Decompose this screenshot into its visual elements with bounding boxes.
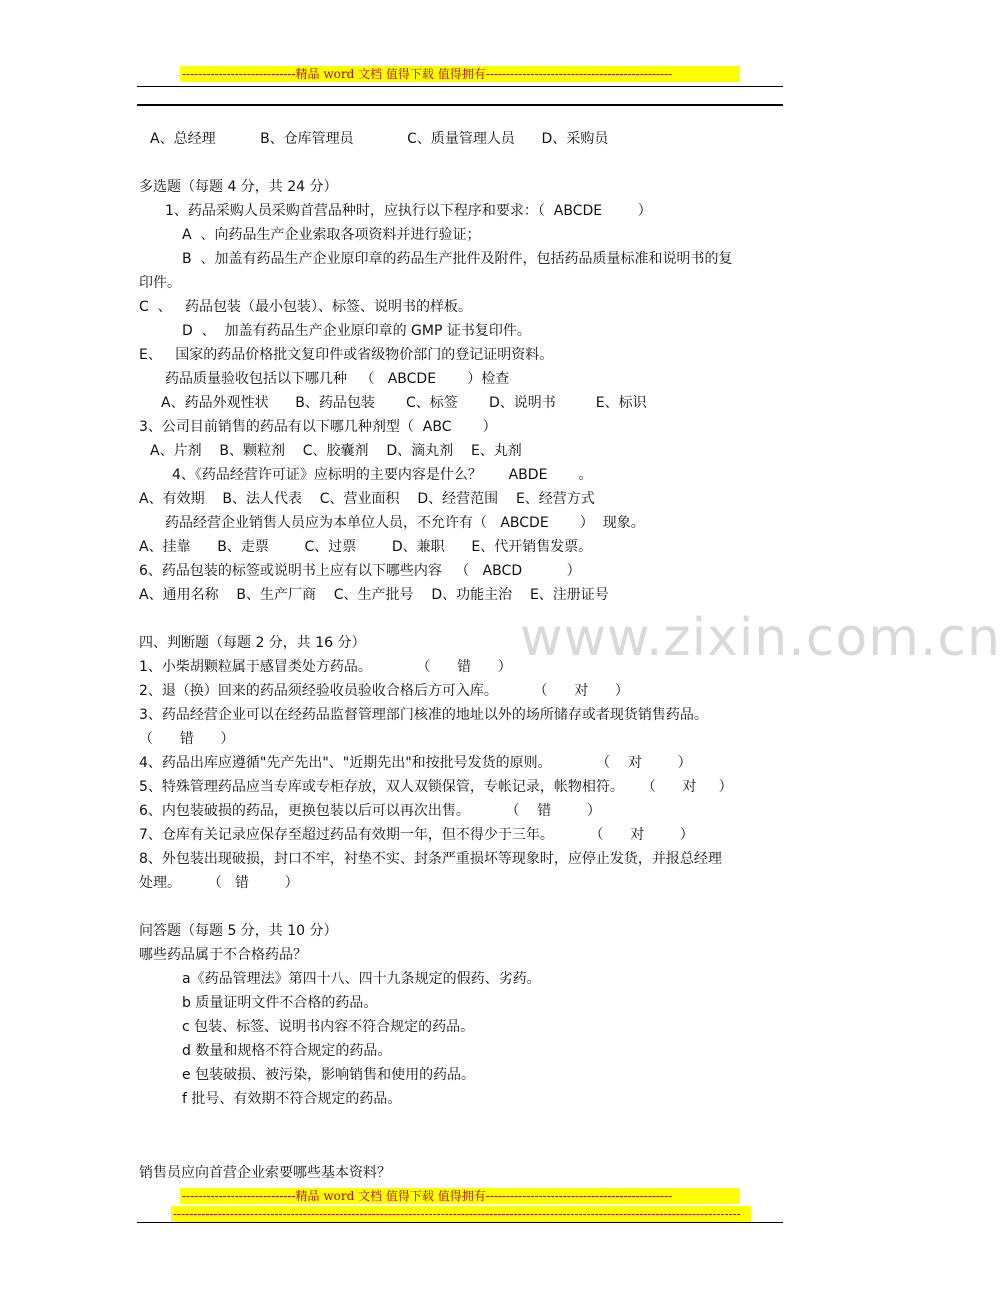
- option-line: C 、 药品包装（最小包装）、标签、说明书的样板。: [139, 299, 473, 315]
- question-line: 药品质量验收包括以下哪几种 （ ABCDE ）检查: [165, 371, 510, 387]
- section-heading-true-false: 四、判断题（每题 2 分，共 16 分）: [139, 635, 366, 651]
- option-line-continued: 印件。: [139, 275, 181, 291]
- option-line: B 、加盖有药品生产企业原印章的药品生产批件及附件，包括药品质量标准和说明书的复: [182, 251, 733, 267]
- qa-answer-item: b 质量证明文件不合格的药品。: [182, 995, 378, 1011]
- qa-question: 哪些药品属于不合格药品？: [139, 947, 307, 963]
- footer-banner: ----------------------------精品 word 文档 值得下载 值得拥有----------------------------------------------: [180, 1188, 740, 1204]
- footer-rule: [137, 1222, 783, 1223]
- option-line: A、通用名称 B、生产厂商 C、生产批号 D、功能主治 E、注册证号: [139, 587, 609, 603]
- question-line: 6、药品包装的标签或说明书上应有以下哪些内容 （ ABCD ）: [139, 563, 581, 579]
- question-line: 4、《药品经营许可证》应标明的主要内容是什么？ ABDE 。: [172, 467, 593, 483]
- qa-answer-item: c 包装、标签、说明书内容不符合规定的药品。: [182, 1019, 475, 1035]
- header-rule-thick: [137, 104, 783, 106]
- option-line: A、片剂 B、颗粒剂 C、胶囊剂 D、滴丸剂 E、丸剂: [150, 443, 522, 459]
- qa-answer-item: d 数量和规格不符合规定的药品。: [182, 1043, 392, 1059]
- section-heading-qa: 问答题（每题 5 分，共 10 分）: [139, 923, 338, 939]
- judgement-line: 1、小柴胡颗粒属于感冒类处方药品。 （ 错 ）: [139, 659, 512, 675]
- judgement-answer: （ 错 ）: [139, 731, 235, 747]
- option-line: E、 国家的药品价格批文复印件或省级物价部门的登记证明资料。: [139, 347, 554, 363]
- option-line: A、挂靠 B、走票 C、过票 D、兼职 E、代开销售发票。: [139, 539, 593, 555]
- option-line: A、有效期 B、法人代表 C、营业面积 D、经营范围 E、经营方式: [139, 491, 595, 507]
- option-line: A、总经理 B、仓库管理员 C、质量管理人员 D、采购员: [150, 131, 609, 147]
- option-line: A 、向药品生产企业索取各项资料并进行验证；: [182, 227, 481, 243]
- header-banner: ----------------------------精品 word 文档 值得下载 值得拥有----------------------------------------------: [180, 66, 740, 82]
- section-heading-multiple-choice: 多选题（每题 4 分，共 24 分）: [139, 179, 338, 195]
- header-rule-thin: [137, 86, 783, 87]
- judgement-line-continued: 处理。 （ 错 ）: [139, 875, 299, 891]
- question-line: 3、公司目前销售的药品有以下哪几种剂型（ ABC ）: [139, 419, 497, 435]
- judgement-line: 4、药品出库应遵循"先产先出"、"近期先出"和按批号发货的原则。 （ 对 ）: [139, 755, 692, 771]
- qa-answer-item: f 批号、有效期不符合规定的药品。: [182, 1091, 402, 1107]
- judgement-line: 2、退（换）回来的药品须经验收员验收合格后方可入库。 （ 对 ）: [139, 683, 629, 699]
- qa-answer-item: a《药品管理法》第四十八、四十九条规定的假药、劣药。: [182, 971, 541, 987]
- judgement-line: 5、特殊管理药品应当专库或专柜存放，双人双锁保管，专帐记录，帐物相符。 （ 对 ）: [139, 779, 733, 795]
- judgement-line: 8、外包装出现破损，封口不牢，衬垫不实、封条严重损坏等现象时，应停止发货，并报总经理: [139, 851, 722, 867]
- watermark: www.zixin.com.cn: [520, 608, 1001, 668]
- judgement-line: 6、内包装破损的药品，更换包装以后可以再次出售。 （ 错 ）: [139, 803, 601, 819]
- judgement-line: 3、药品经营企业可以在经药品监督管理部门核准的地址以外的场所储存或者现货销售药品。: [139, 707, 708, 723]
- option-line: D 、 加盖有药品生产企业原印章的 GMP 证书复印件。: [182, 323, 531, 339]
- option-line: A、药品外观性状 B、药品包装 C、标签 D、说明书 E、标识: [161, 395, 647, 411]
- qa-answer-item: e 包装破损、被污染，影响销售和使用的药品。: [182, 1067, 476, 1083]
- footer-banner-dashes: --------------------------------------------------------------------------------------------------------------------------------------------: [171, 1206, 751, 1222]
- qa-question: 销售员应向首营企业索要哪些基本资料？: [139, 1165, 391, 1181]
- question-line: 1、药品采购人员采购首营品种时，应执行以下程序和要求：（ ABCDE ）: [165, 203, 652, 219]
- judgement-line: 7、仓库有关记录应保存至超过药品有效期一年，但不得少于三年。 （ 对 ）: [139, 827, 694, 843]
- question-line: 药品经营企业销售人员应为本单位人员，不允许有（ ABCDE ） 现象。: [165, 515, 645, 531]
